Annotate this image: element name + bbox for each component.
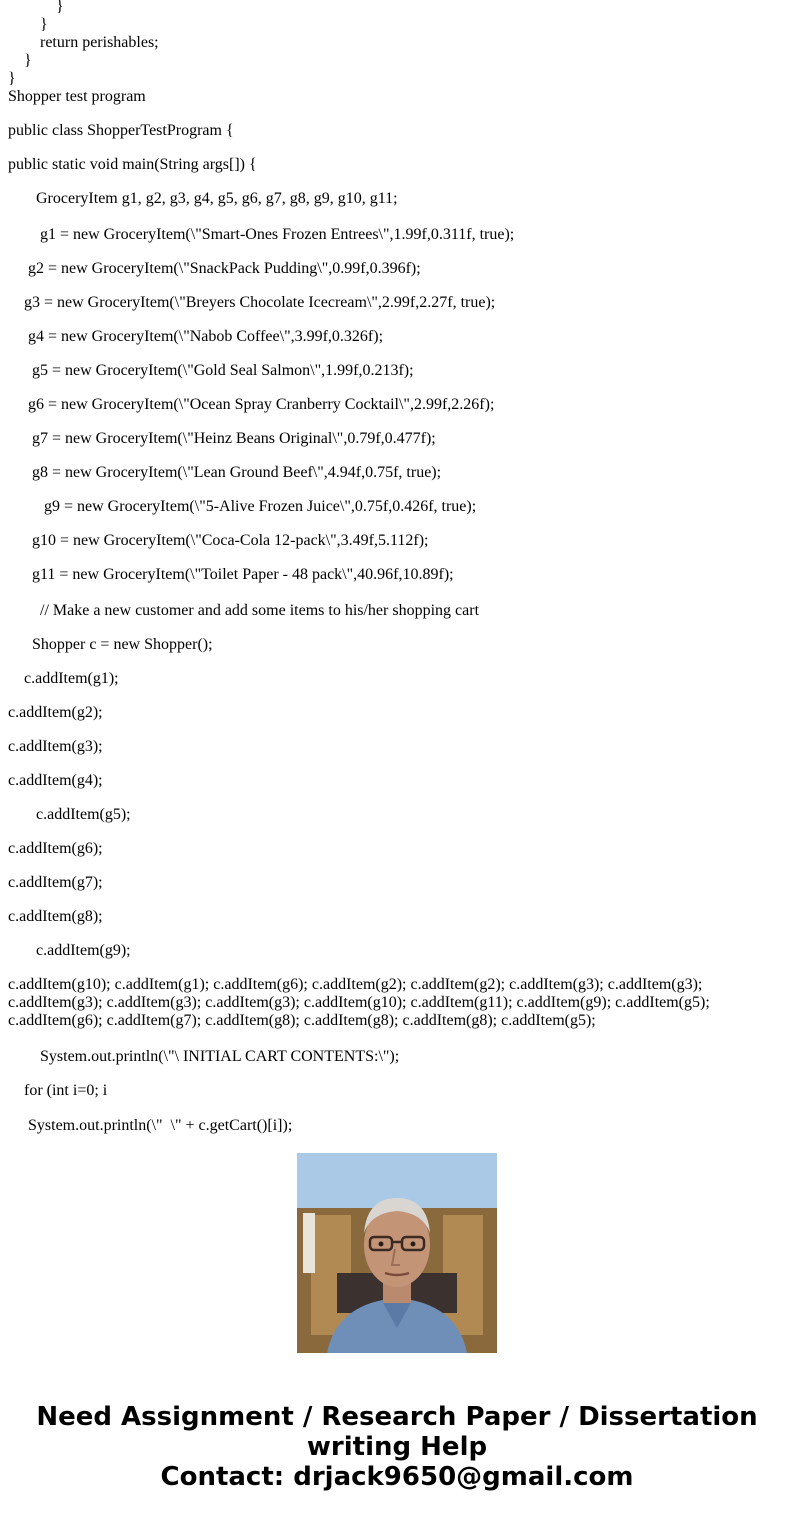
code-line: GroceryItem g1, g2, g3, g4, g5, g6, g7, g8, g9, g10, g11; bbox=[36, 190, 398, 207]
code-line: c.addItem(g7); bbox=[8, 874, 103, 891]
code-line: g9 = new GroceryItem(\"5-Alive Frozen Juice\",0.75f,0.426f, true); bbox=[44, 498, 477, 515]
code-line: g2 = new GroceryItem(\"SnackPack Pudding\",0.99f,0.396f); bbox=[28, 260, 421, 277]
banner-line-2: writing Help bbox=[306, 1432, 488, 1462]
code-line: g6 = new GroceryItem(\"Ocean Spray Cranberry Cocktail\",2.99f,2.26f); bbox=[28, 396, 495, 413]
code-line: g11 = new GroceryItem(\"Toilet Paper - 48 pack\",40.96f,10.89f); bbox=[32, 566, 454, 583]
section-heading: Shopper test program bbox=[8, 88, 146, 105]
code-line: g4 = new GroceryItem(\"Nabob Coffee\",3.99f,0.326f); bbox=[28, 328, 384, 345]
code-line: g1 = new GroceryItem(\"Smart-Ones Frozen Entrees\",1.99f,0.311f, true); bbox=[40, 226, 515, 243]
code-line: } bbox=[40, 16, 48, 33]
code-line: g3 = new GroceryItem(\"Breyers Chocolate Icecream\",2.99f,2.27f, true); bbox=[24, 294, 496, 311]
code-line-truncated: System.out.println(\" \" + c.getCart()[i]); bbox=[28, 1117, 293, 1134]
code-paragraph: c.addItem(g10); c.addItem(g1); c.addItem(g6); c.addItem(g2); c.addItem(g2); c.addItem(g3); c.addItem(g3); c.addItem(g3); c.addItem(g3); c.addItem(g3); c.addItem(g10); c.addItem(g11); c.addItem(g9); c.addItem(g5); c.addItem(g6); c.addItem(g7); c.addItem(g8); c.addItem(g8); c.addItem(g8); c.addItem(g5); bbox=[8, 976, 710, 1029]
code-line: Shopper c = new Shopper(); bbox=[32, 636, 213, 653]
code-comment: // Make a new customer and add some items to his/her shopping cart bbox=[40, 602, 480, 619]
code-line: c.addItem(g9); bbox=[36, 942, 131, 959]
code-line: g7 = new GroceryItem(\"Heinz Beans Original\",0.79f,0.477f); bbox=[32, 430, 436, 447]
code-line: c.addItem(g5); bbox=[36, 806, 131, 823]
contact-banner bbox=[0, 1402, 794, 1492]
code-line: c.addItem(g2); bbox=[8, 704, 103, 721]
code-line: for (int i=0; i bbox=[24, 1082, 108, 1099]
code-line: return perishables; bbox=[40, 34, 159, 51]
code-line: c.addItem(g6); bbox=[8, 840, 103, 857]
code-line: System.out.println(\"\ INITIAL CART CONTENTS:\"); bbox=[40, 1048, 400, 1065]
person-portrait-icon bbox=[297, 1153, 497, 1353]
code-line: c.addItem(g8); bbox=[8, 908, 103, 925]
code-line: } bbox=[24, 52, 32, 69]
avatar bbox=[297, 1153, 497, 1353]
code-line: } bbox=[8, 70, 16, 87]
banner-contact-email: Contact: drjack9650@gmail.com bbox=[160, 1462, 634, 1492]
code-line: g8 = new GroceryItem(\"Lean Ground Beef\",4.94f,0.75f, true); bbox=[32, 464, 442, 481]
code-line: } bbox=[56, 0, 64, 15]
code-line: c.addItem(g4); bbox=[8, 772, 103, 789]
code-line: g5 = new GroceryItem(\"Gold Seal Salmon\",1.99f,0.213f); bbox=[32, 362, 414, 379]
code-line: c.addItem(g3); bbox=[8, 738, 103, 755]
code-line: public class ShopperTestProgram { bbox=[8, 122, 234, 139]
code-line: c.addItem(g1); bbox=[24, 670, 119, 687]
code-line: public static void main(String args[]) { bbox=[8, 156, 257, 173]
code-line: g10 = new GroceryItem(\"Coca-Cola 12-pack\",3.49f,5.112f); bbox=[32, 532, 429, 549]
banner-line-1: Need Assignment / Research Paper / Dissertation bbox=[36, 1402, 758, 1432]
